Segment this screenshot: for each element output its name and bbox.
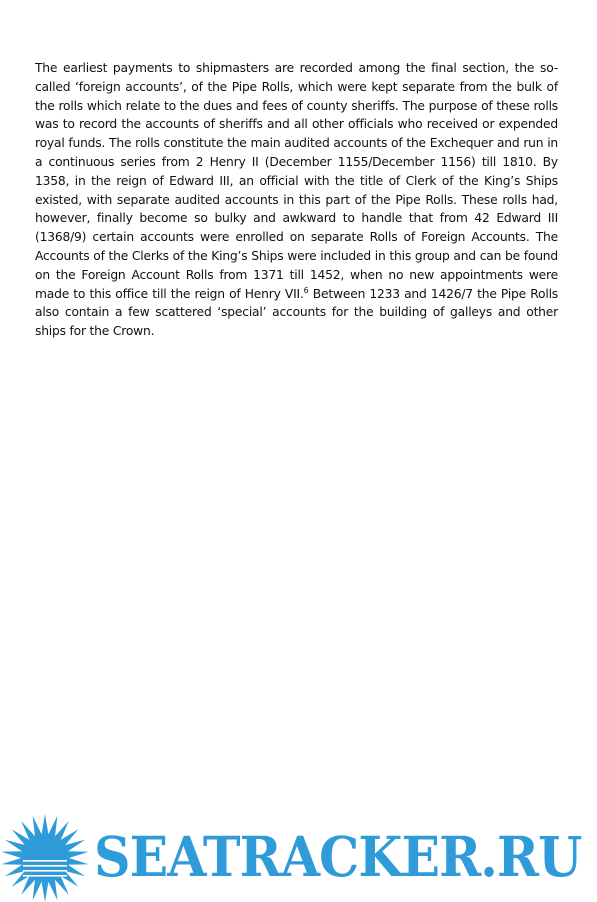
body-paragraph [35,59,558,341]
paragraph-text-continued: Between 1233 and 1426/7 the Pipe Rolls also contain a few scattered ‘special’ accounts for the building of galleys and other ships for the Crown. [35,286,558,339]
sun-icon [0,814,92,902]
watermark-wordmark: SEATRACKER.RU [94,824,582,889]
paragraph-text: The earliest payments to shipmasters are recorded among the final section, the so-called ‘foreign accounts’, of the Pipe Rolls, which were kept separate from the bulk of the rolls which relate to the dues and fees of county sheriffs. The purpose of these rolls was to record the accounts of sheriffs and all other officials who received or expended royal funds. The rolls constitute the main audited accounts of the Exchequer and run in a continuous series from 2 Henry II (December 1155/December 1156) till 1810. By 1358, in the reign of Edward III, an official with the title of Clerk of the King’s Ships existed, with separate audited accounts in this part of the Pipe Rolls. These rolls had, however, finally become so bulky and awkward to handle that from 42 Edward III (1368/9) certain accounts were enrolled on separate Rolls of Foreign Accounts. The Accounts of the Clerks of the King’s Ships were included in this group and can be found on the Foreign Account Rolls from 1371 till 1452, when no new appointments were made to this office till the reign of Henry VII. [35,61,558,301]
footnote-marker: 6 [303,285,309,295]
watermark-footer [0,812,597,902]
